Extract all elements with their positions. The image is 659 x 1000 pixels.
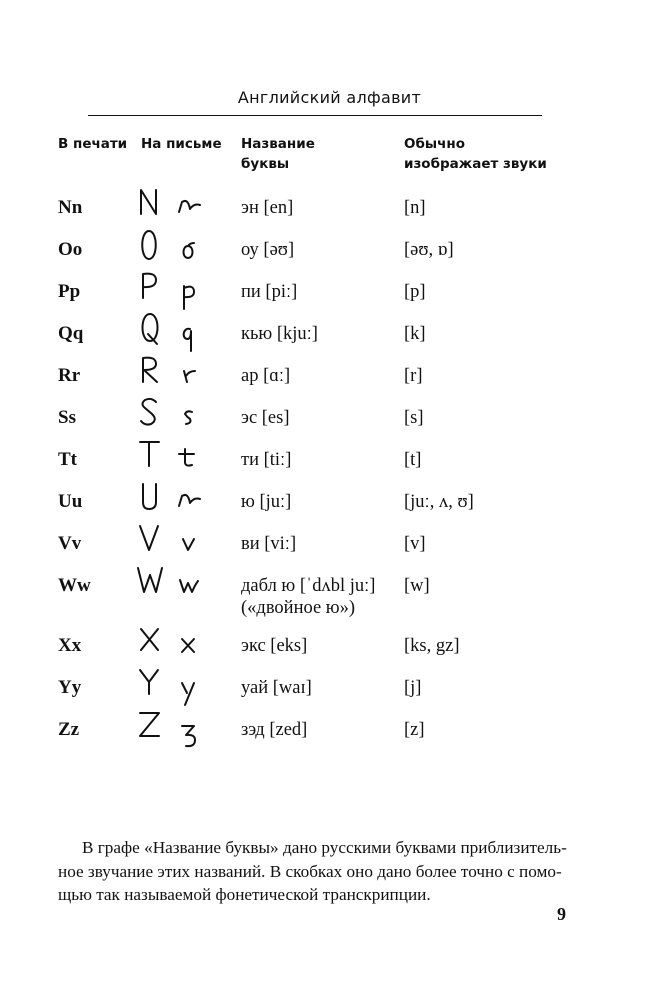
- handwritten-v-icon: [132, 519, 212, 563]
- letter-name: кью [kjuː]: [241, 324, 318, 344]
- letter-name: ви [viː]: [241, 534, 297, 554]
- printed-letter: Ss: [58, 407, 76, 428]
- letter-sounds: [v]: [404, 534, 426, 554]
- letter-sounds: [s]: [404, 408, 424, 428]
- letter-sounds: [k]: [404, 324, 426, 344]
- header-sounds-line1: Обычно: [404, 136, 465, 152]
- handwritten-o-icon: [132, 225, 212, 269]
- footnote-line: щью так называемой фонетической транскрипции.: [58, 885, 431, 904]
- printed-letter: Oo: [58, 239, 83, 260]
- letter-sounds: [r]: [404, 366, 423, 386]
- letter-name: ар [ɑː]: [241, 366, 291, 386]
- handwritten-n-icon: [132, 183, 212, 227]
- header-printed: В печати: [58, 136, 128, 152]
- handwritten-q-icon: [132, 309, 212, 353]
- header-sounds-line2: изображает звуки: [404, 156, 547, 172]
- printed-letter: Pp: [58, 281, 81, 302]
- letter-name: экс [eks]: [241, 636, 308, 656]
- letter-name: пи [piː]: [241, 282, 298, 302]
- printed-letter: Xx: [58, 635, 82, 656]
- handwritten-p-icon: [132, 267, 212, 311]
- letter-sounds: [p]: [404, 282, 426, 302]
- letter-sounds: [əʊ, ɒ]: [404, 240, 454, 260]
- letter-name: уай [waɪ]: [241, 678, 312, 698]
- letter-name: зэд [zed]: [241, 720, 308, 740]
- printed-letter: Nn: [58, 197, 83, 218]
- letter-sounds: [w]: [404, 576, 430, 596]
- handwritten-t-icon: [132, 435, 212, 479]
- handwritten-s-icon: [132, 393, 212, 437]
- letter-name: эн [en]: [241, 198, 294, 218]
- printed-letter: Rr: [58, 365, 81, 386]
- printed-letter: Vv: [58, 533, 82, 554]
- printed-letter: Ww: [58, 575, 91, 596]
- handwritten-r-icon: [132, 351, 212, 395]
- title-rule: [88, 115, 542, 116]
- header-written: На письме: [141, 136, 222, 152]
- handwritten-u-icon: [132, 477, 212, 521]
- letter-sounds: [j]: [404, 678, 422, 698]
- page-title: Английский алфавит: [237, 88, 422, 107]
- handwritten-y-icon: [132, 663, 212, 707]
- letter-sounds: [t]: [404, 450, 422, 470]
- printed-letter: Uu: [58, 491, 83, 512]
- letter-sounds: [z]: [404, 720, 425, 740]
- letter-sounds: [ks, gz]: [404, 636, 460, 656]
- handwritten-x-icon: [132, 621, 212, 665]
- printed-letter: Qq: [58, 323, 84, 344]
- letter-name: дабл ю [ˈdʌbl juː]: [241, 576, 376, 596]
- letter-name: ти [tiː]: [241, 450, 292, 470]
- letter-sounds: [juː, ʌ, ʊ]: [404, 492, 474, 512]
- printed-letter: Zz: [58, 719, 80, 740]
- letter-sounds: [n]: [404, 198, 426, 218]
- footnote-paragraph: [58, 836, 570, 907]
- page-number: 9: [557, 904, 566, 924]
- letter-name: эс [es]: [241, 408, 290, 428]
- letter-name: оу [əʊ]: [241, 240, 295, 260]
- footnote-line: В графе «Название буквы» дано русскими буквами приблизитель-: [82, 838, 567, 857]
- printed-letter: Yy: [58, 677, 82, 698]
- header-name-line1: Название: [241, 136, 315, 152]
- letter-name: ю [juː]: [241, 492, 292, 512]
- letter-name-note: («двойное ю»): [241, 598, 356, 618]
- header-name-line2: буквы: [241, 156, 290, 172]
- handwritten-z-icon: [132, 705, 212, 749]
- handwritten-w-icon: [132, 561, 212, 605]
- header-name: [241, 134, 315, 174]
- header-sounds: [404, 134, 547, 174]
- footnote-line: ное звучание этих названий. В скобках оно дано более точно с помо-: [58, 861, 562, 881]
- printed-letter: Tt: [58, 449, 77, 470]
